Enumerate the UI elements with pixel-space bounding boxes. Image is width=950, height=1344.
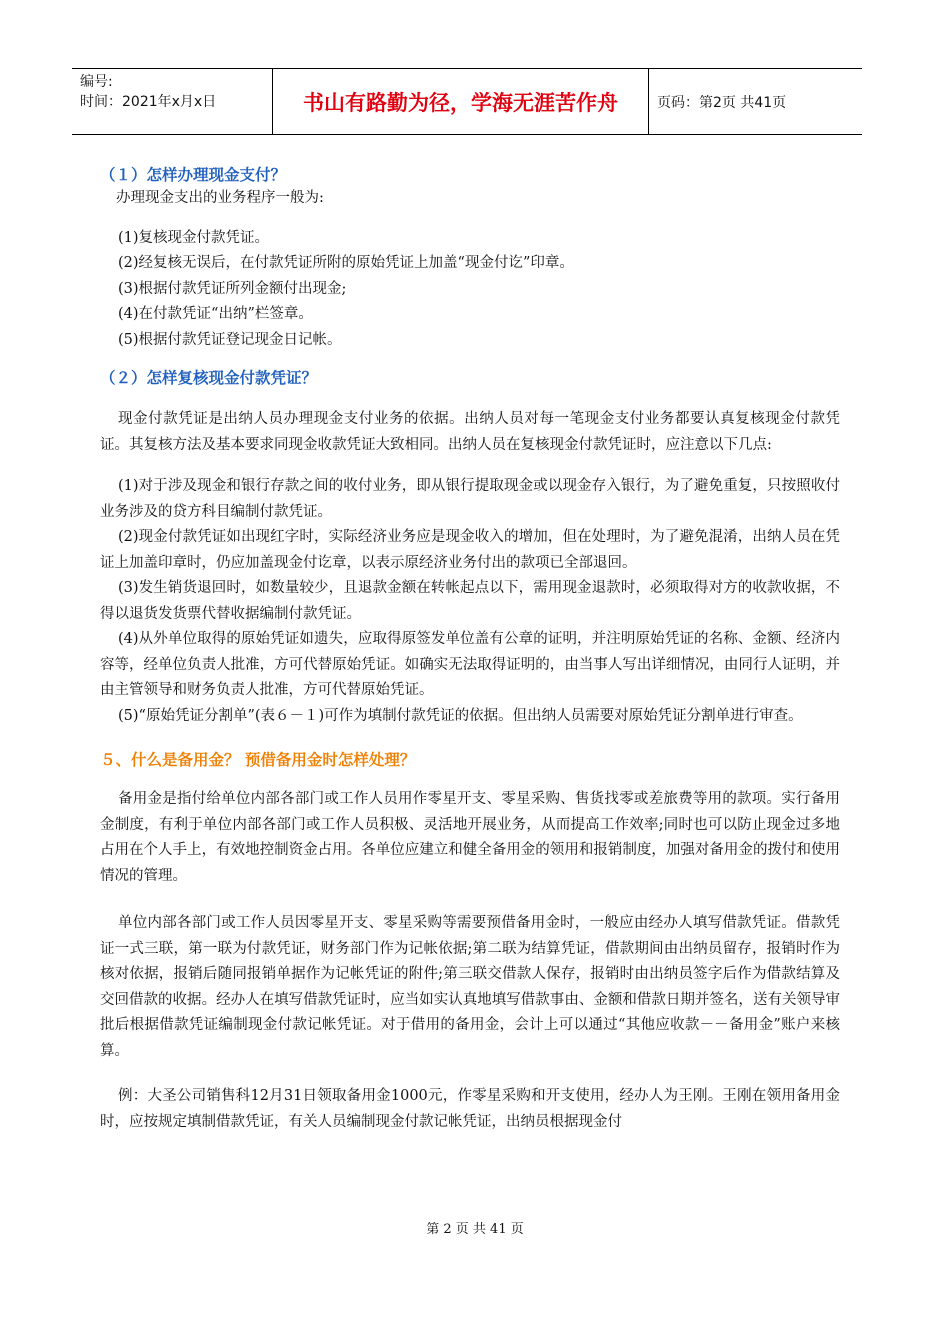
- section-1-step: (4)在付款凭证“出纳”栏签章。: [118, 306, 313, 322]
- section-2-point: (2)现金付款凭证如出现红字时，实际经济业务应是现金收入的增加，但在处理时，为了避免混淆，出纳人员在凭证上加盖印章时，仍应加盖现金付讫章，以表示原经济业务付出的款项已全部退回。: [100, 529, 840, 571]
- document-body: [100, 164, 840, 1135]
- section-1-intro: 办理现金支出的业务程序一般为:: [116, 190, 324, 206]
- section-2-intro: 现金付款凭证是出纳人员办理现金支付业务的依据。出纳人员对每一笔现金支付业务都要认真复核现金付款凭证。其复核方法及基本要求同现金收款凭证大致相同。出纳人员在复核现金付款凭证时，应注意以下几点:: [100, 411, 840, 453]
- section-2-point: (5)“原始凭证分割单”(表６－１)可作为填制付款凭证的依据。但出纳人员需要对原始凭证分割单进行审查。: [118, 707, 803, 724]
- section-1-step: (3)根据付款凭证所列金额付出现金;: [118, 280, 347, 297]
- section-1-step: (5)根据付款凭证登记现金日记帐。: [118, 331, 342, 348]
- section-2-point: (4)从外单位取得的原始凭证如遗失，应取得原签发单位盖有公章的证明，并注明原始凭证的名称、金额、经济内容等，经单位负责人批准，方可代替原始凭证。如确实无法取得证明的，由当事人写出详细情况，由同行人证明，并由主管领导和财务负责人批准，方可代替原始凭证。: [100, 631, 840, 698]
- header-motto: 书山有路勤为径，学海无涯苦作舟: [272, 69, 649, 134]
- page-header: [72, 68, 862, 135]
- section-5-paragraph: 单位内部各部门或工作人员因零星开支、零星采购等需要预借备用金时，一般应由经办人填写借款凭证。借款凭证一式三联，第一联为付款凭证，财务部门作为记帐依据;第二联为结算凭证，借款期间由出纳员留存，报销时作为核对依据，报销后随同报销单据作为记帐凭证的附件;第三联交借款人保存，报销时由出纳员签字后作为借款结算及交回借款的收据。经办人在填写借款凭证时，应当如实认真地填写借款事由、金额和借款日期并签名，送有关领导审批后根据借款凭证编制现金付款记帐凭证。对于借用的备用金，会计上可以通过“其他应收款－－备用金”账户来核算。: [100, 915, 840, 1059]
- section-2-point: (3)发生销货退回时，如数量较少，且退款金额在转帐起点以下，需用现金退款时，必须取得对方的收款收据，不得以退货发货票代替收据编制付款凭证。: [100, 580, 840, 622]
- section-2-title: （２）怎样复核现金付款凭证？: [100, 369, 318, 387]
- header-time-label: 时间：2021年x月x日: [80, 94, 217, 110]
- header-number-label: 编号:: [80, 74, 113, 90]
- section-1-step: (1)复核现金付款凭证。: [118, 229, 270, 246]
- section-2-point: (1)对于涉及现金和银行存款之间的收付业务，即从银行提取现金或以现金存入银行，为了避免重复，只按照收付业务涉及的贷方科目编制付款凭证。: [100, 478, 840, 520]
- section-1-step: (2)经复核无误后，在付款凭证所附的原始凭证上加盖“现金付讫”印章。: [118, 255, 574, 271]
- section-1-title: （１）怎样办理现金支付？: [100, 166, 287, 184]
- section-5-title: ５、什么是备用金？ 预借备用金时怎样处理？: [100, 751, 416, 769]
- section-5-paragraph: 例：大圣公司销售科12月31日领取备用金1000元，作零星采购和开支使用，经办人为王刚。王刚在领用备用金时，应按规定填制借款凭证，有关人员编制现金付款记帐凭证，出纳员根据现金付: [100, 1088, 840, 1130]
- section-5-paragraph: 备用金是指付给单位内部各部门或工作人员用作零星开支、零星采购、售货找零或差旅费等用的款项。实行备用金制度，有利于单位内部各部门或工作人员积极、灵活地开展业务，从而提高工作效率;同时也可以防止现金过多地占用在个人手上，有效地控制资金占用。各单位应建立和健全备用金的领用和报销制度，加强对备用金的拨付和使用情况的管理。: [100, 791, 840, 884]
- header-page-label: 页码：第2页 共41页: [657, 94, 787, 111]
- page-footer: 第 2 页 共 41 页: [426, 1222, 524, 1237]
- header-meta: [72, 69, 272, 134]
